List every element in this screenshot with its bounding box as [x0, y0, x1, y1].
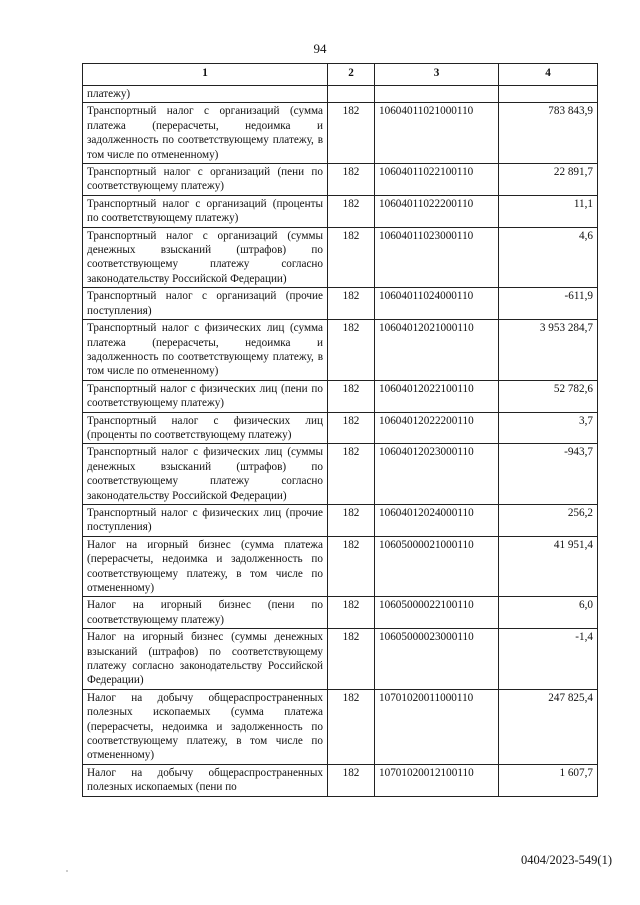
admin-code-cell: 182	[328, 764, 375, 796]
admin-code-cell: 182	[328, 536, 375, 597]
budget-code-cell: 10604011023000110	[375, 227, 499, 288]
table-row	[83, 103, 598, 164]
tax-name-cell: Налог на игорный бизнес (сумма платежа (перерасчеты, недоимка и задолженность по соответствующему платежу, в том числе по отмененному)	[83, 536, 328, 597]
budget-code-cell: 10605000022100110	[375, 597, 499, 629]
amount-cell: 52 782,6	[499, 380, 598, 412]
tax-name-cell: Транспортный налог с физических лиц (прочие поступления)	[83, 504, 328, 536]
admin-code-cell: 182	[328, 597, 375, 629]
empty-cell	[375, 86, 499, 103]
column-header-4: 4	[499, 64, 598, 86]
tax-name-cell: Транспортный налог с организаций (пени по соответствующему платежу)	[83, 164, 328, 196]
tax-name-cell: Налог на игорный бизнес (суммы денежных взысканий (штрафов) по соответствующему платежу согласно законодательству Российской Федерации)	[83, 629, 328, 690]
tax-name-cell: Транспортный налог с физических лиц (суммы денежных взысканий (штрафов) по соответствующему платежу согласно законодательству Российской Федерации)	[83, 444, 328, 505]
empty-cell	[499, 86, 598, 103]
budget-code-cell: 10604012021000110	[375, 320, 499, 381]
revenue-table	[82, 63, 598, 797]
empty-cell	[328, 86, 375, 103]
column-header-2: 2	[328, 64, 375, 86]
budget-code-cell: 10604011021000110	[375, 103, 499, 164]
budget-code-cell: 10605000023000110	[375, 629, 499, 690]
table-row	[83, 412, 598, 444]
amount-cell: 22 891,7	[499, 164, 598, 196]
admin-code-cell: 182	[328, 412, 375, 444]
admin-code-cell: 182	[328, 227, 375, 288]
budget-code-cell: 10701020012100110	[375, 764, 499, 796]
table-row	[83, 444, 598, 505]
document-reference-code: 0404/2023-549(1)	[521, 853, 612, 867]
budget-code-cell: 10604011022200110	[375, 195, 499, 227]
column-header-1: 1	[83, 64, 328, 86]
amount-cell: 3 953 284,7	[499, 320, 598, 381]
admin-code-cell: 182	[328, 629, 375, 690]
budget-code-cell: 10604012023000110	[375, 444, 499, 505]
tax-name-cell: Транспортный налог с организаций (проценты по соответствующему платежу)	[83, 195, 328, 227]
admin-code-cell: 182	[328, 444, 375, 505]
scan-artifact	[66, 870, 68, 872]
amount-cell: 41 951,4	[499, 536, 598, 597]
page-number: 94	[313, 41, 327, 56]
amount-cell: -943,7	[499, 444, 598, 505]
continued-text-cell: платежу)	[83, 86, 328, 103]
table-row	[83, 689, 598, 764]
column-header-3: 3	[375, 64, 499, 86]
admin-code-cell: 182	[328, 103, 375, 164]
tax-name-cell: Транспортный налог с физических лиц (проценты по соответствующему платежу)	[83, 412, 328, 444]
amount-cell: 3,7	[499, 412, 598, 444]
admin-code-cell: 182	[328, 164, 375, 196]
budget-code-cell: 10605000021000110	[375, 536, 499, 597]
tax-name-cell: Транспортный налог с физических лиц (пени по соответствующему платежу)	[83, 380, 328, 412]
tax-name-cell: Налог на добычу общераспространенных полезных ископаемых (пени по	[83, 764, 328, 796]
admin-code-cell: 182	[328, 689, 375, 764]
table-row	[83, 504, 598, 536]
table-row	[83, 320, 598, 381]
admin-code-cell: 182	[328, 320, 375, 381]
admin-code-cell: 182	[328, 380, 375, 412]
table-row-continued	[83, 86, 598, 103]
table-row	[83, 764, 598, 796]
table-row	[83, 195, 598, 227]
amount-cell: 247 825,4	[499, 689, 598, 764]
budget-code-cell: 10604011022100110	[375, 164, 499, 196]
amount-cell: 1 607,7	[499, 764, 598, 796]
table-row	[83, 288, 598, 320]
admin-code-cell: 182	[328, 195, 375, 227]
amount-cell: -1,4	[499, 629, 598, 690]
amount-cell: 256,2	[499, 504, 598, 536]
table-header-row	[83, 64, 598, 86]
amount-cell: 783 843,9	[499, 103, 598, 164]
tax-name-cell: Транспортный налог с организаций (суммы денежных взысканий (штрафов) по соответствующему платежу согласно законодательству Российской Федерации)	[83, 227, 328, 288]
table-row	[83, 629, 598, 690]
amount-cell: 4,6	[499, 227, 598, 288]
tax-name-cell: Налог на добычу общераспространенных полезных ископаемых (сумма платежа (перерасчеты, недоимка и задолженность по соответствующему платежу, в том числе по отмененному)	[83, 689, 328, 764]
table-row	[83, 536, 598, 597]
tax-name-cell: Налог на игорный бизнес (пени по соответствующему платежу)	[83, 597, 328, 629]
table-row	[83, 597, 598, 629]
budget-code-cell: 10604012022200110	[375, 412, 499, 444]
budget-code-cell: 10701020011000110	[375, 689, 499, 764]
table-row	[83, 227, 598, 288]
admin-code-cell: 182	[328, 288, 375, 320]
amount-cell: 6,0	[499, 597, 598, 629]
budget-code-cell: 10604011024000110	[375, 288, 499, 320]
tax-name-cell: Транспортный налог с физических лиц (сумма платежа (перерасчеты, недоимка и задолженность по соответствующему платежу, в том числе по отмененному)	[83, 320, 328, 381]
amount-cell: 11,1	[499, 195, 598, 227]
table-row	[83, 380, 598, 412]
budget-code-cell: 10604012022100110	[375, 380, 499, 412]
tax-name-cell: Транспортный налог с организаций (прочие поступления)	[83, 288, 328, 320]
tax-name-cell: Транспортный налог с организаций (сумма платежа (перерасчеты, недоимка и задолженность по соответствующему платежу, в том числе по отмененному)	[83, 103, 328, 164]
table-row	[83, 164, 598, 196]
admin-code-cell: 182	[328, 504, 375, 536]
budget-code-cell: 10604012024000110	[375, 504, 499, 536]
amount-cell: -611,9	[499, 288, 598, 320]
